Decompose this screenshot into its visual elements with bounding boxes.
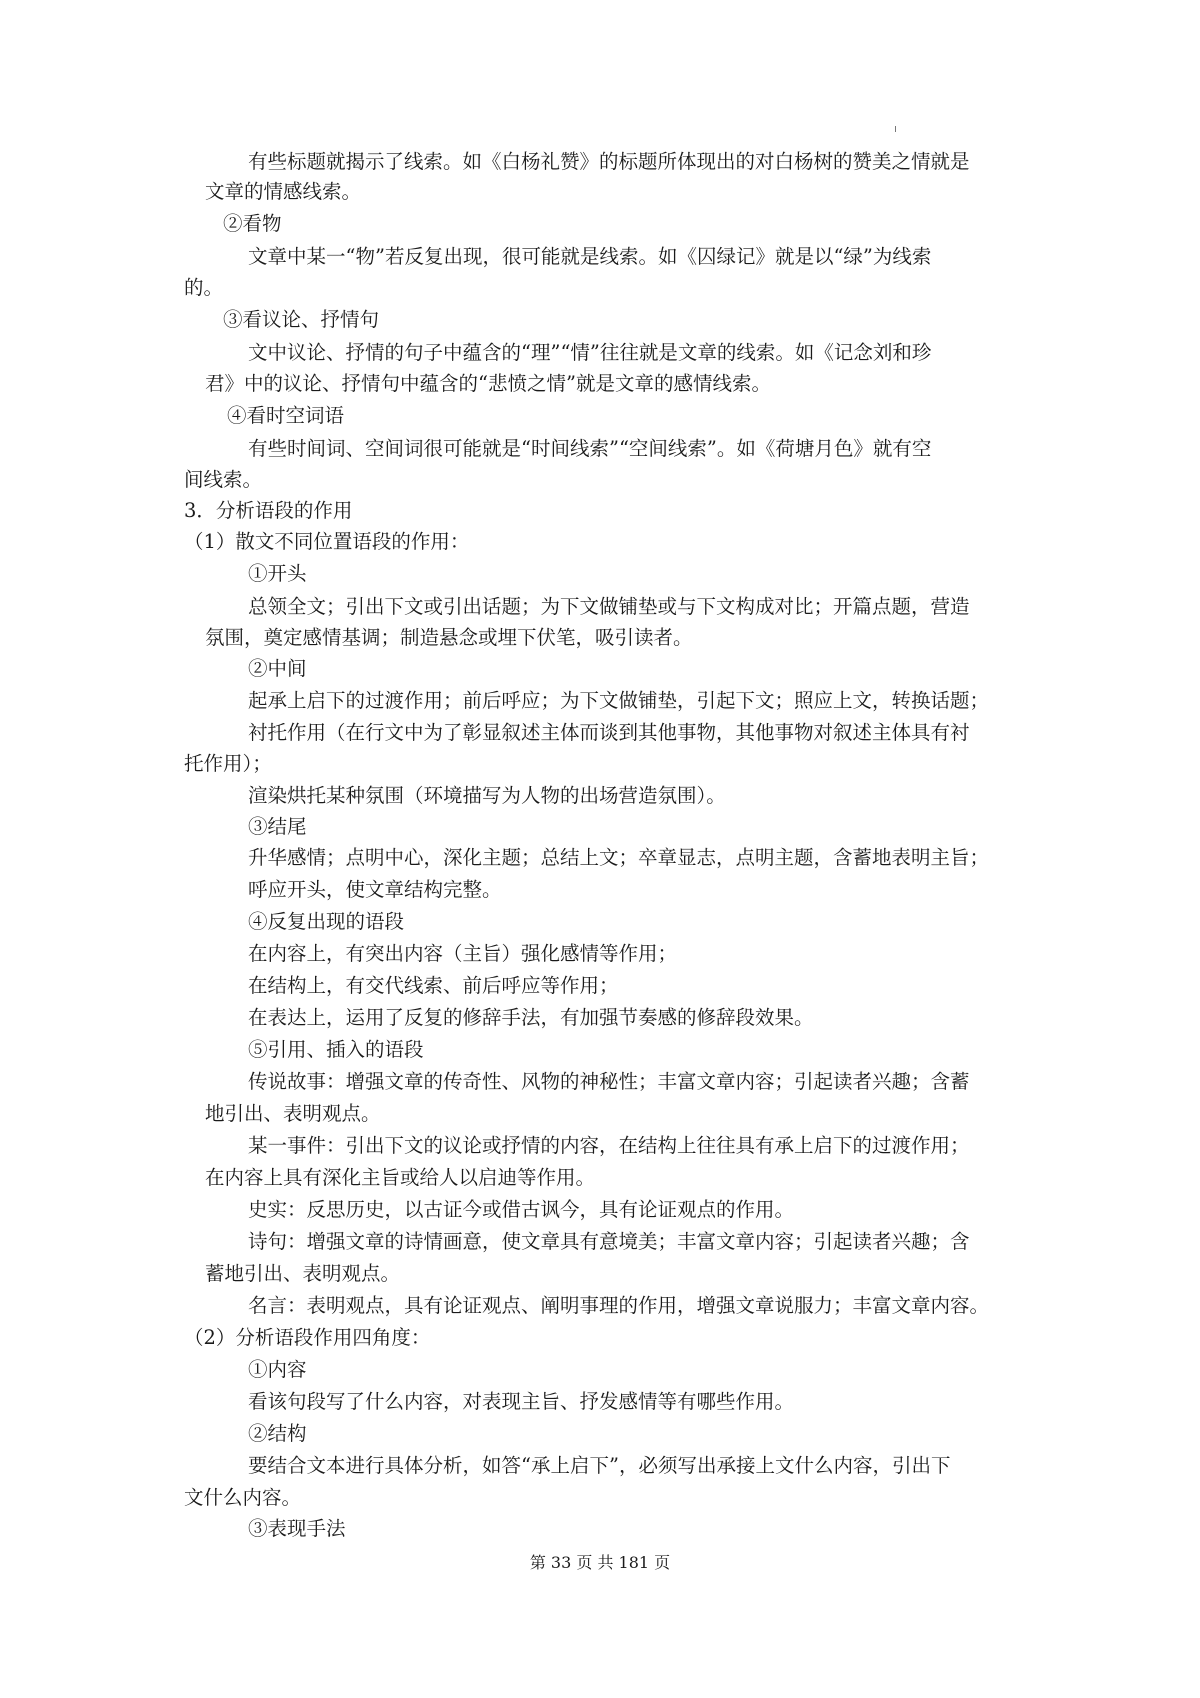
text-line: 在表达上，运用了反复的修辞手法，有加强节奏感的修辞段效果。 (248, 1006, 814, 1029)
text-line: 在内容上，有突出内容（主旨）强化感情等作用； (248, 942, 678, 965)
text-line: 要结合文本进行具体分析，如答“承上启下”，必须写出承接上文什么内容，引出下 (248, 1454, 951, 1477)
text-line: 托作用）； (184, 752, 272, 775)
text-line: 有些时间词、空间词很可能就是“时间线索”“空间线索”。如《荷塘月色》就有空 (248, 437, 932, 460)
text-line: 传说故事：增强文章的传奇性、风物的神秘性；丰富文章内容；引起读者兴趣；含蓄 (248, 1070, 970, 1093)
text-line: 呼应开头，使文章结构完整。 (248, 878, 502, 901)
text-line: 的。 (184, 276, 224, 299)
text-line: ③表现手法 (248, 1517, 346, 1540)
text-line: 文什么内容。 (184, 1486, 302, 1509)
page-number-footer: 第 33 页 共 181 页 (529, 1553, 671, 1572)
text-line: ①开头 (248, 562, 307, 585)
text-line: 看该句段写了什么内容，对表现主旨、抒发感情等有哪些作用。 (248, 1390, 795, 1413)
text-line: 史实：反思历史，以古证今或借古讽今，具有论证观点的作用。 (248, 1198, 795, 1221)
text-line: 文中议论、抒情的句子中蕴含的“理”“情”往往就是文章的线索。如《记念刘和珍 (248, 341, 932, 364)
text-line: ④反复出现的语段 (248, 910, 405, 933)
text-line: 渲染烘托某种氛围（环境描写为人物的出场营造氛围）。 (248, 784, 726, 807)
text-line: 氛围，奠定感情基调；制造悬念或埋下伏笔，吸引读者。 (205, 626, 693, 649)
text-line: 文章的情感线索。 (205, 180, 362, 203)
text-line: 衬托作用（在行文中为了彰显叙述主体而谈到其他事物，其他事物对叙述主体具有衬 (248, 721, 970, 744)
text-line: 在内容上具有深化主旨或给人以启迪等作用。 (205, 1166, 596, 1189)
text-line: 文章中某一“物”若反复出现，很可能就是线索。如《囚绿记》就是以“绿”为线索 (248, 245, 932, 268)
page-mark (895, 126, 896, 132)
text-line: 某一事件：引出下文的议论或抒情的内容，在结构上往往具有承上启下的过渡作用； (248, 1134, 970, 1157)
text-line: 升华感情；点明中心，深化主题；总结上文；卒章显志，点明主题，含蓄地表明主旨； (248, 846, 990, 869)
subsection-heading: （2）分析语段作用四角度： (184, 1326, 431, 1349)
text-line: ①内容 (248, 1358, 307, 1381)
text-line: ②中间 (248, 657, 307, 680)
text-line: 君》中的议论、抒情句中蕴含的“悲愤之情”就是文章的感情线索。 (205, 372, 771, 395)
text-line: 间线索。 (184, 468, 263, 491)
text-line: ④看时空词语 (227, 404, 345, 427)
text-line: 诗句：增强文章的诗情画意，使文章具有意境美；丰富文章内容；引起读者兴趣；含 (248, 1230, 970, 1253)
text-line: 在结构上，有交代线索、前后呼应等作用； (248, 974, 619, 997)
text-line: 名言：表明观点，具有论证观点、阐明事理的作用，增强文章说服力；丰富文章内容。 (248, 1294, 990, 1317)
text-line: 蓄地引出、表明观点。 (205, 1262, 401, 1285)
text-line: ③看议论、抒情句 (223, 308, 380, 331)
text-line: 起承上启下的过渡作用；前后呼应；为下文做铺垫，引起下文；照应上文，转换话题； (248, 689, 990, 712)
text-line: 总领全文；引出下文或引出话题；为下文做铺垫或与下文构成对比；开篇点题，营造 (248, 595, 970, 618)
text-line: ②结构 (248, 1422, 307, 1445)
text-line: 地引出、表明观点。 (205, 1102, 381, 1125)
text-line: ⑤引用、插入的语段 (248, 1038, 424, 1061)
subsection-heading: （1）散文不同位置语段的作用： (184, 530, 470, 553)
section-heading: 3．分析语段的作用 (184, 499, 353, 522)
text-line: 有些标题就揭示了线索。如《白杨礼赞》的标题所体现出的对白杨树的赞美之情就是 (248, 150, 970, 173)
text-line: ③结尾 (248, 815, 307, 838)
text-line: ②看物 (223, 212, 282, 235)
